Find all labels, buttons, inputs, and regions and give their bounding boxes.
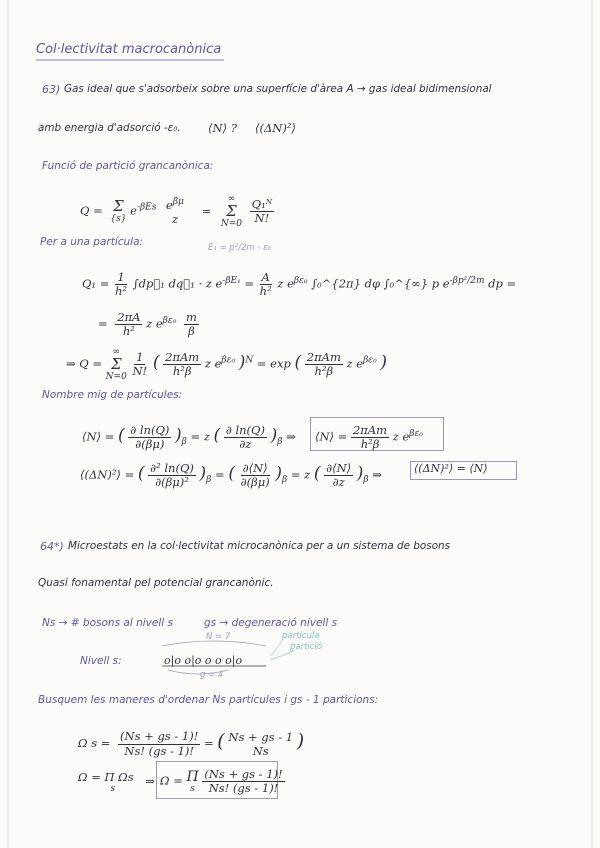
eq4-f-den: N! [132,364,148,378]
eq6-sub: β [206,475,212,486]
eq6-f-den: ∂(βμ)² [155,475,189,490]
eq5-lhs: ⟨N⟩ = [82,429,115,444]
eq4-equals: = exp [256,356,291,371]
eq5-res-sup: βε₀ [409,428,423,439]
eq8-res-lhs: Ω = [160,773,183,788]
note-grand-potential: Quasi fonamental pel potencial grancanònic. [38,577,274,589]
eq3-sup: βε₀ [162,315,177,326]
eq5-res-num: 2πAm [352,423,388,437]
diagram-cells: o|o o|o o o o|o [164,654,243,667]
eq6-equals: = [215,467,225,482]
eq-omega-result: Ω = Π s $\frac{(Ns + gs - 1)!}{Ns! (gs - 1)!}$ [160,767,283,796]
eq5-f-den: ∂(βμ) [135,437,165,452]
eq5-f-num: ∂ ln(Q) [130,423,170,437]
eq5-arrow: ⇒ [286,429,296,444]
eq-mean-N-result [315,424,423,451]
eq-grand-partition-result: ⇒ Q = ∞ Σ N=0 $\frac{1}{N!}$ ( $\frac{\text{2πAm}}{\text{h²β}}$ z $e^{\beta\varepsilon_0}$ )$^N$ = exp ( $\frac{\text{2πAm}}{\text{h²β}}$ z $e^{\beta\varepsilon_0}$ ) [66,347,387,382]
eq-single-particle [82,271,516,298]
eq2-integral: ∫dp⃗₁ dq⃗₁ · z e [132,276,223,291]
eq1-equals: = [201,203,212,218]
eq3-f-num: 2πA [117,310,141,324]
eq6-lhs: ⟨(ΔN)²⟩ = [80,467,135,482]
eq-mean-N: ⟨N⟩ = ( $\frac{\partial \ln(Q)}{\partial(\beta\mu)}$ )$_\beta = z$ ( $\frac{\partial \ln(Q)}{\partial z}$ )$_\beta$ ⇒ [82,423,296,452]
problem-63-number: 63) [42,83,61,96]
eq6-arrow: ⇒ [372,467,382,482]
eq1-frac-num: Q₁ᴺ [251,196,273,211]
eq5-sub: β [181,437,187,448]
eq4-sup: βε₀ [221,355,236,366]
eq6-sub2: β [281,475,288,486]
eq5-res-lhs: ⟨N⟩ = [315,429,348,444]
note-one-particle-energy: E₁ = p²/2m - ε₀ [208,243,272,253]
eq3-f2-num: m [185,310,197,324]
eq2-tail: dp = [488,276,517,291]
eq6-f2-num: ∂⟨N⟩ [242,461,268,475]
eq6-f3-den: ∂z [332,475,345,490]
eq4-e-sup: βε₀ [363,355,377,366]
eq4-f-num: 1 [136,349,144,364]
eq7-f-num: (Ns + gs - 1)! [120,729,199,744]
exp-sup2: βμ [172,197,184,208]
eq7-binom-top: Ns + gs - 1 [228,730,294,744]
eq-fluct-N: ⟨(ΔN)²⟩ = ( $\frac{\text{∂² ln(Q)}}{\text{∂(βμ)²}}$ )$_\beta$ = ( $\frac{\partial⟨N⟩}{\partial(\beta\mu)}$ )$_\beta = z$ ( $\frac{\partial⟨N⟩}{\partial z}$ )$_\beta$ ⇒ [80,461,382,490]
eq-grand-partition: Q = Σ {s} $e^{-\beta Es}$ $e^{\beta\mu}$ z = ∞ Σ N=0 $\frac{\text{Q₁ᴺ}}{N!}$ [80,194,273,229]
eq3-mid: z e [146,316,163,331]
eq8-res-num: (Ns + gs - 1)! [204,767,283,781]
eq3-f2-den: β [188,324,195,339]
eq5-f2-num: ∂ ln(Q) [225,423,265,437]
diagram-g-label: g = 4 [200,670,224,680]
eq2-f1-num: 1 [117,270,125,284]
eq4-e-num: 2πAm [306,349,341,364]
eq2-f2-num: A [261,270,270,284]
eq2-equals: = [244,276,255,291]
eq4-e-den: h²β [314,364,334,378]
problem-63-statement: Gas ideal que s'adsorbeix sobre una superfície d'àrea A → gas ideal bidimensional [64,83,492,95]
eq2-mid: z e [277,276,294,291]
eq8-prod-index: s [110,784,116,794]
eq6-f-num: ∂² ln(Q) [150,461,194,475]
question-mean-N: ⟨N⟩ ? [208,121,237,135]
eq2-sup1: -βE₁ [222,275,241,286]
section-one-particle: Per a una partícula: [40,236,144,248]
eq8-lhs: Ω = Π Ωs [78,770,134,784]
eq-fluct-N-result: ⟨(ΔN)²⟩ = ⟨N⟩ [414,462,488,475]
sum2-bottom: N=0 [220,219,243,229]
eq7-binom-bottom: Ns [252,744,269,758]
eq8-arrow: ⇒ [145,774,155,788]
eq2-lhs: Q₁ = [82,276,110,291]
diagram-N-label: N = 7 [206,632,231,642]
sum2-top: ∞ [227,194,236,204]
eq4-sum-top: ∞ [112,347,120,357]
eq8-res-den: Ns! (gs - 1)! [208,781,279,796]
eq6-sub3: β [363,475,369,486]
problem-64-number: 64*) [40,540,64,553]
section-counting: Busquem les maneres d'ordenar Ns partícules i gs - 1 particions: [38,694,379,706]
eq7-lhs: Ω s = [78,736,111,750]
exp-e1: e [130,203,137,218]
section-partition-function: Funció de partició grancanònica: [42,160,214,172]
eq5-res-den: h²β [360,437,380,452]
eq2-sup2: βε₀ [293,275,308,286]
eq-omega-total [78,770,155,794]
eq4-inner-den: h²β [172,364,192,378]
eq-single-particle-result [98,311,199,338]
def-Ns: Ns → # bosons al nivell s [42,617,173,629]
eq5-equals: = z [190,429,210,444]
eq5-f2-den: ∂z [239,437,252,452]
eq4-lead: ⇒ Q = [66,356,103,371]
exp-sup1: -βEs [136,202,157,213]
eq4-inner-num: 2πAm [165,349,200,364]
question-fluct-N: ⟨(ΔN)²⟩ [255,121,296,135]
eq7-f-den: Ns! (gs - 1)! [124,743,194,758]
eq2-f1-den: h² [115,284,128,299]
eq5-sub2: β [277,437,283,448]
problem-64-statement: Microestats en la col·lectivitat microcanònica per a un sistema de bosons [68,540,451,552]
def-gs: gs → degeneració nivell s [204,617,338,629]
eq3-f-den: h² [122,324,135,339]
eq1-frac-den: N! [254,211,270,225]
fugacity-z: z [171,211,178,226]
eq6-equals-2: = z [290,467,311,482]
eq7-equals: = [204,736,214,750]
eq5-res-tail: z e [392,429,410,444]
page-title: Col·lectivitat macrocanònica [36,42,222,57]
eq2-angular-integral: ∫₀^{2π} dφ ∫₀^{∞} p e [311,276,450,291]
diagram-note-partition: partició [290,642,323,652]
eq2-sup3: -βp²/2m [449,275,485,286]
sum-index: {s} [110,214,127,224]
eq6-f2-den: ∂(βμ) [240,475,270,490]
title-underline [36,58,226,62]
eq4-e-tail: z e [346,356,364,371]
eq2-f2-den: h² [259,284,272,299]
eq6-f3-num: ∂⟨N⟩ [326,461,352,475]
eq4-inner-tail: z e [204,356,222,371]
eq4-pow: N [245,355,254,366]
diagram-note-particle: partícula [282,631,320,641]
eq-omega-s: Ω s = $\frac{(Ns + gs - 1)!}{Ns! (gs - 1)!}$ = ( Ns + gs - 1 Ns ) [78,729,305,758]
eq3-lead: = [98,316,108,331]
eq4-sum-bottom: N=0 [105,372,127,382]
eq8-prod2-index: s [190,783,195,794]
exp-e2: e [166,197,173,212]
section-mean-particles: Nombre mig de partícules: [42,389,183,401]
annot-arrow-1 [270,640,282,656]
problem-63-statement-2: amb energia d'adsorció -ε₀. [38,122,181,134]
diagram-level-label: Nivell s: [80,655,122,667]
